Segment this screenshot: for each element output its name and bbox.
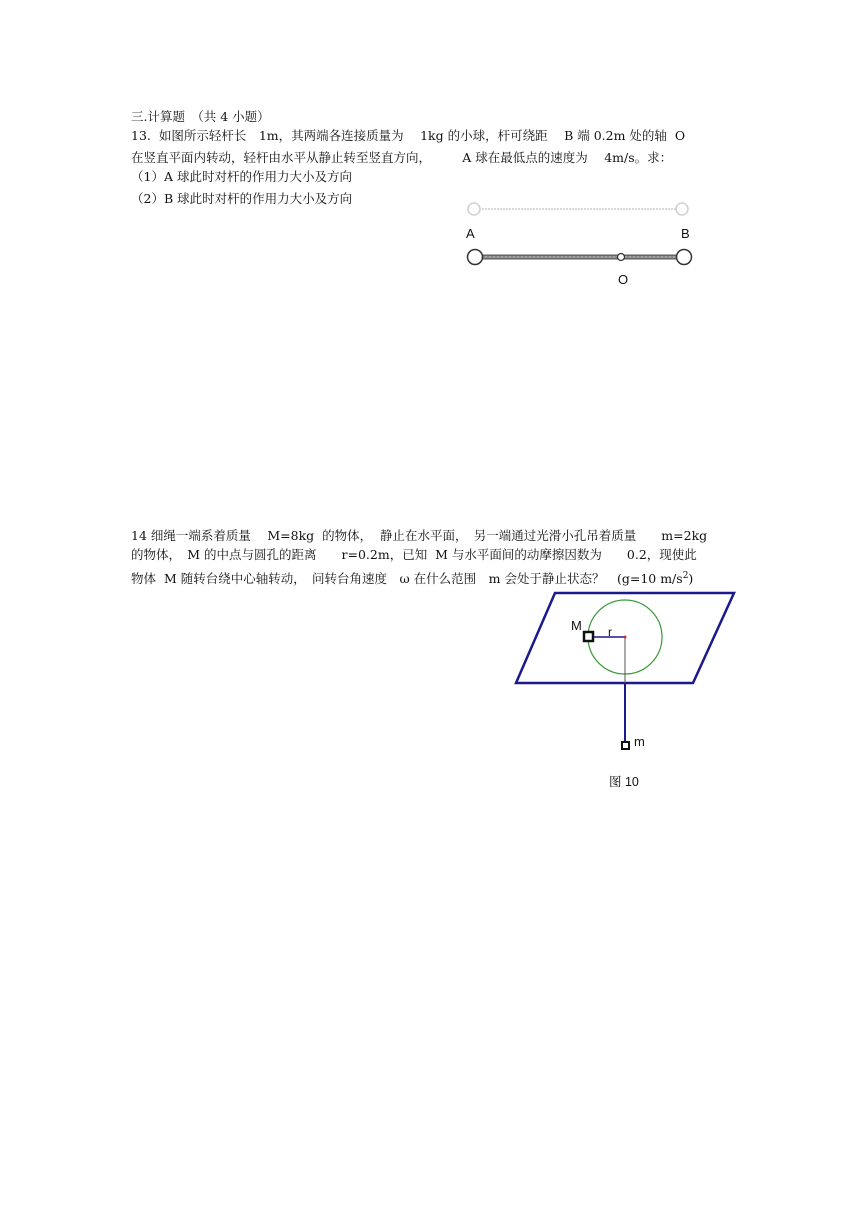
pivot-o: [618, 254, 625, 261]
ball-b: [677, 250, 692, 265]
block-big-m: [584, 632, 593, 641]
label-a: A: [466, 226, 475, 241]
ghost-ball-b: [676, 203, 688, 215]
label-big-m: M: [571, 618, 582, 633]
q13-line-1: 13. 如图所示轻杆长 1m，其两端各连接质量为 1kg 的小球，杆可绕距 B 端 0.2m 处的轴 O: [131, 128, 686, 143]
q13-line-2: 在竖直平面内转动，轻杆由水平从静止转至竖直方向， A 球在最低点的速度为 4m/s。求：: [131, 150, 673, 165]
label-small-m: m: [634, 734, 645, 749]
label-o: O: [618, 272, 629, 287]
label-r: r: [608, 625, 612, 639]
q14-turntable-figure: [510, 588, 740, 758]
ghost-ball-a: [468, 203, 480, 215]
figure-caption: 图 10: [609, 775, 639, 789]
q13-sub-question-1: （1）A 球此时对杆的作用力大小及方向: [131, 169, 352, 184]
ball-a: [468, 250, 483, 265]
q14-line-2: 的物体， M 的中点与圆孔的距离 r=0.2m，已知 M 与水平面间的动摩擦因数为 0.2，现使此: [131, 547, 697, 562]
q14-line-1: 14 细绳一端系着质量 M=8kg 的物体， 静止在水平面， 另一端通过光滑小孔吊着质量 m=2kg: [131, 528, 708, 543]
q13-sub-question-2: （2）B 球此时对杆的作用力大小及方向: [131, 191, 353, 206]
q13-rod-figure: [460, 198, 700, 293]
block-small-m: [622, 742, 629, 749]
label-b: B: [681, 226, 690, 241]
q14-line-3: 物体 M 随转台绕中心轴转动， 问转台角速度 ω 在什么范围 m 会处于静止状态？ (g=10 $m/s^2$): [131, 571, 694, 586]
section-heading: 三.计算题 （共 4 小题）: [131, 109, 270, 124]
